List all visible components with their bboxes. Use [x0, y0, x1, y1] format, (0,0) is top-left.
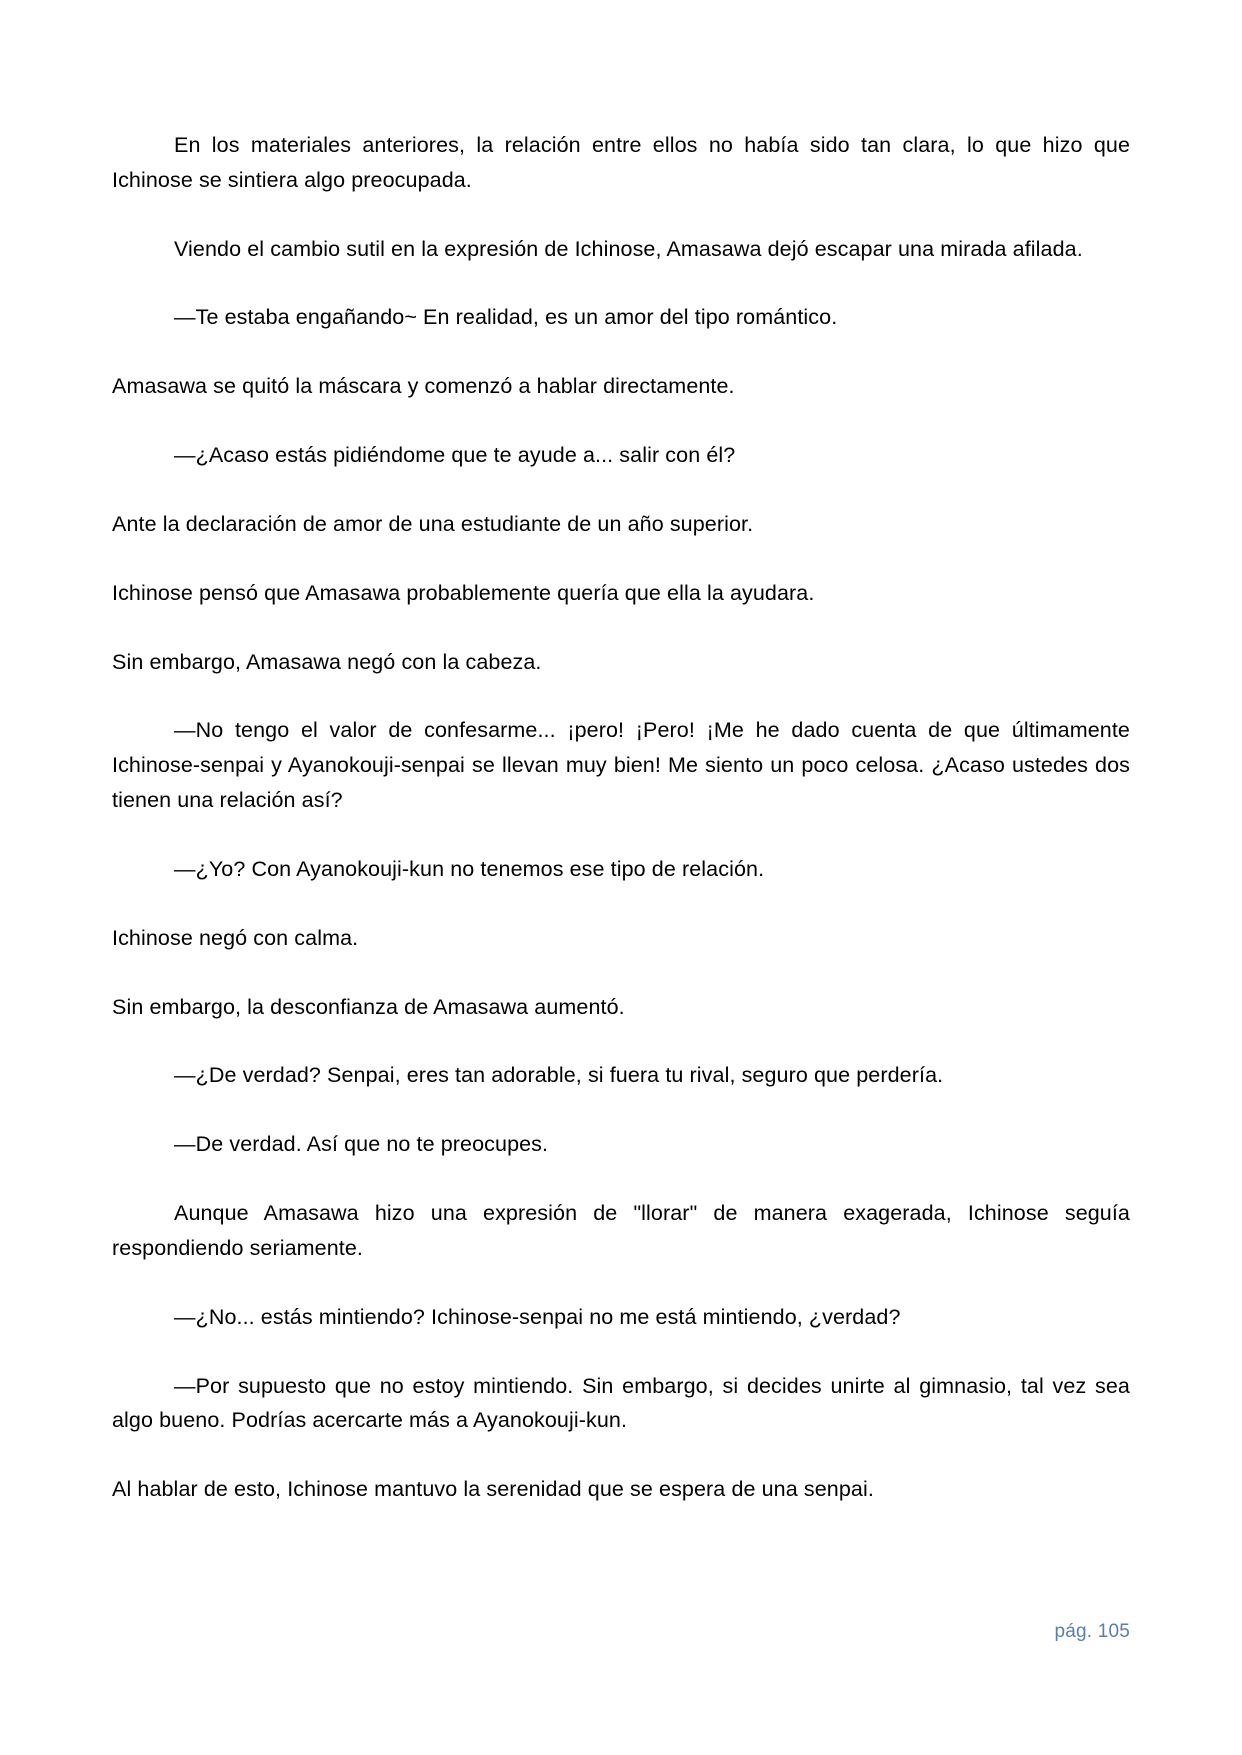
paragraph: Sin embargo, Amasawa negó con la cabeza. [112, 649, 542, 674]
paragraph: —¿No... estás mintiendo? Ichinose-senpai no me está mintiendo, ¿verdad? [174, 1304, 901, 1329]
paragraph: Ante la declaración de amor de una estudiante de un año superior. [112, 511, 754, 536]
paragraph: —Por supuesto que no estoy mintiendo. Sin embargo, si decides unirte al gimnasio, tal vez sea algo bueno. Podrías acercarte más a Ayanokouji-kun. [112, 1373, 1130, 1433]
paragraph: Ichinose pensó que Amasawa probablemente quería que ella la ayudara. [112, 580, 815, 605]
paragraph: —De verdad. Así que no te preocupes. [174, 1132, 549, 1157]
paragraph: En los materiales anteriores, la relación entre ellos no había sido tan clara, lo que hizo que Ichinose se sintiera algo preocupada. [112, 133, 1130, 192]
page-body-text [112, 128, 1130, 1507]
paragraph: Ichinose negó con calma. [112, 925, 359, 950]
paragraph: —¿De verdad? Senpai, eres tan adorable, si fuera tu rival, seguro que perdería. [174, 1063, 944, 1088]
paragraph: —Te estaba engañando~ En realidad, es un amor del tipo romántico. [174, 305, 838, 330]
paragraph: Aunque Amasawa hizo una expresión de "llorar" de manera exagerada, Ichinose seguía respondiendo seriamente. [112, 1201, 1130, 1260]
page-number: pág. 105 [1054, 1621, 1130, 1642]
paragraph: —No tengo el valor de confesarme... ¡pero! ¡Pero! ¡Me he dado cuenta de que últimamente Ichinose-senpai y Ayanokouji-senpai se llevan muy bien! Me siento un poco celosa. ¿Acaso ustedes dos tienen una relación así? [112, 718, 1130, 813]
paragraph: —¿Yo? Con Ayanokouji-kun no tenemos ese tipo de relación. [174, 856, 765, 881]
paragraph: Sin embargo, la desconfianza de Amasawa aumentó. [112, 994, 625, 1019]
paragraph: Al hablar de esto, Ichinose mantuvo la serenidad que se espera de una senpai. [112, 1477, 874, 1502]
paragraph: Amasawa se quitó la máscara y comenzó a hablar directamente. [112, 374, 735, 399]
paragraph: Viendo el cambio sutil en la expresión de Ichinose, Amasawa dejó escapar una mirada afilada. [174, 236, 1083, 261]
paragraph: —¿Acaso estás pidiéndome que te ayude a... salir con él? [174, 443, 736, 468]
